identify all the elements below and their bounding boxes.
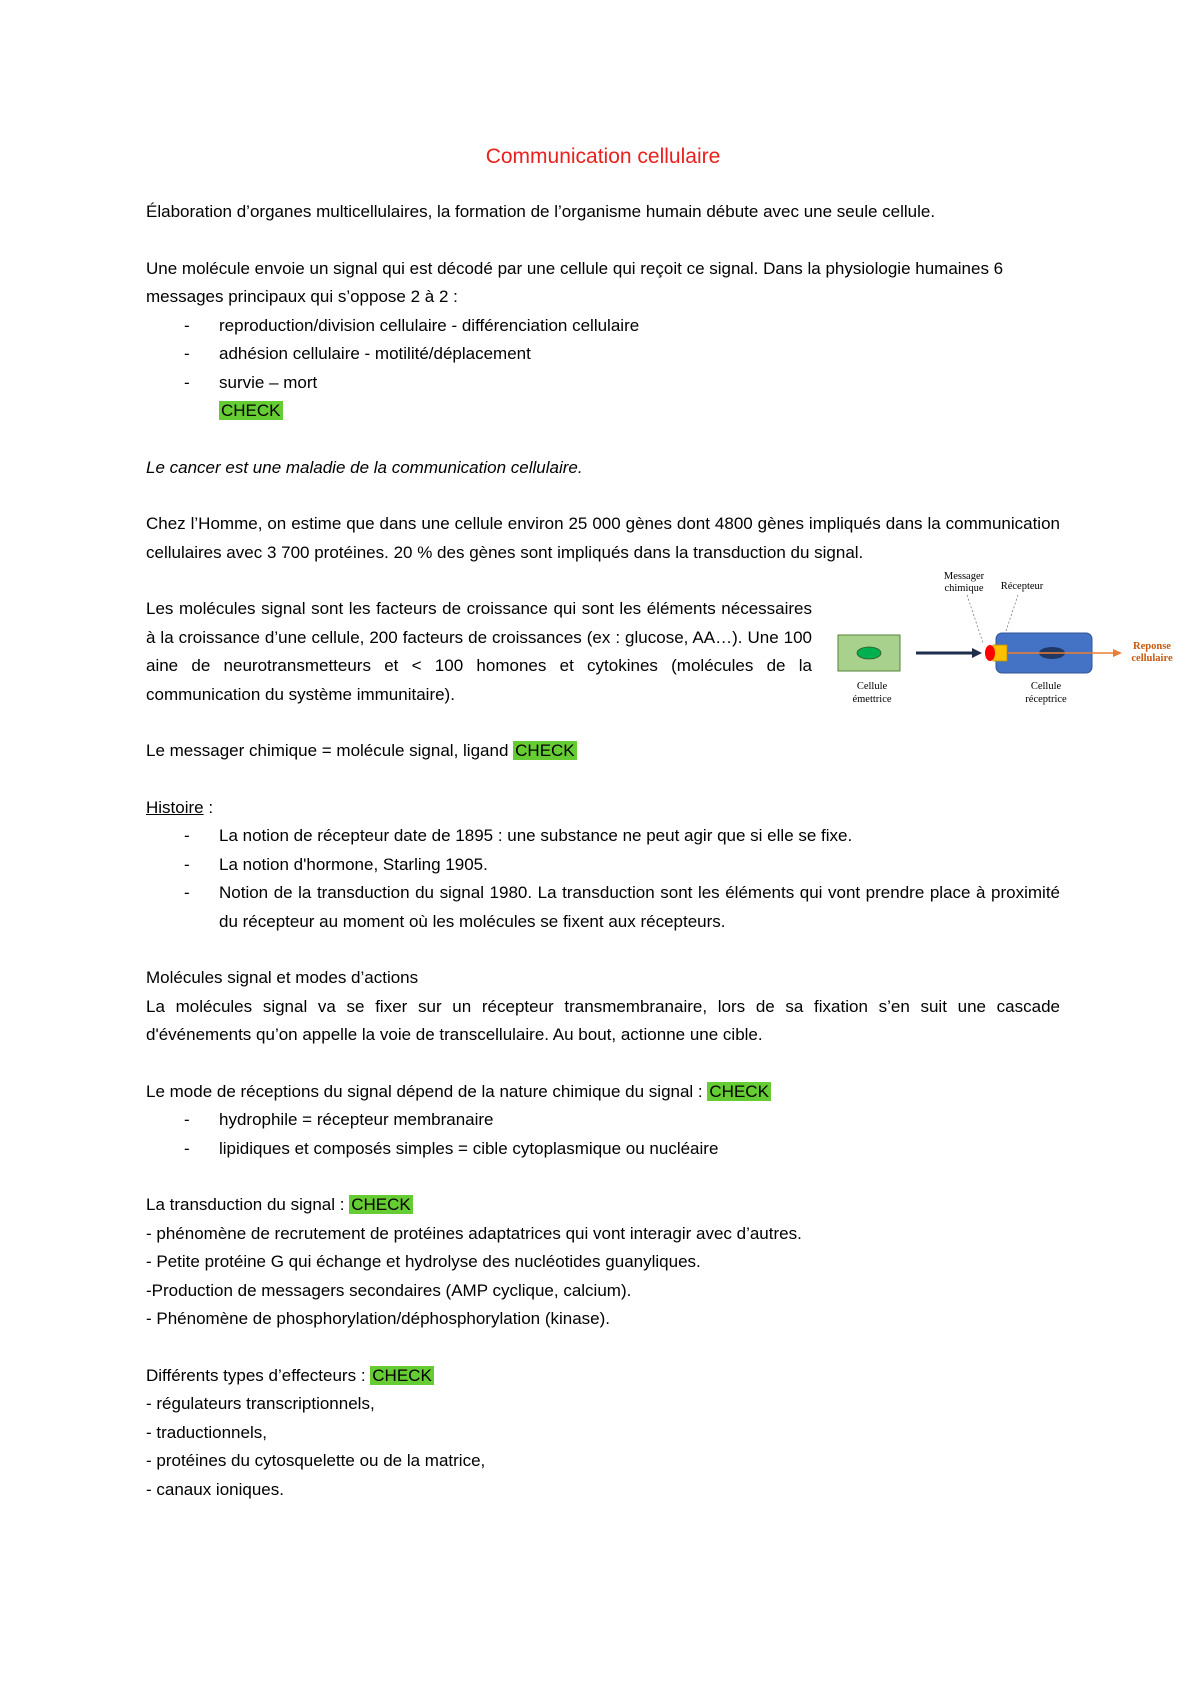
cancer-paragraph: Le cancer est une maladie de la communication cellulaire. — [146, 457, 583, 477]
histoire-heading — [146, 794, 1060, 823]
list-item: - Phénomène de phosphorylation/déphosphorylation (kinase). — [146, 1309, 611, 1328]
list-item: - Petite protéine G qui échange et hydrolyse des nucléotides guanyliques. — [146, 1252, 701, 1271]
list-item: - traductionnels, — [146, 1422, 267, 1442]
receptrice-label-1: Cellule — [1030, 681, 1062, 692]
messages-paragraph: Une molécule envoie un signal qui est décodé par une cellule qui reçoit ce signal. Dans la physiologie humaines 6 messages principaux qui s’oppose 2 à 2 : — [146, 258, 1004, 306]
list-item: - La notion de récepteur date de 1895 : une substance ne peut agir que si elle se fixe. — [146, 822, 1060, 851]
messages-list — [146, 312, 1060, 426]
histoire-label: Histoire — [146, 797, 204, 817]
list-item — [146, 397, 1060, 426]
list-item: - La notion d'hormone, Starling 1905. — [146, 851, 1060, 880]
check-highlight: CHECK — [221, 401, 281, 420]
messager-label: Messager — [943, 571, 985, 582]
reponse-label: Reponse — [1133, 641, 1171, 652]
histoire-list — [146, 822, 1060, 936]
histoire-colon: : — [203, 797, 214, 817]
page-title: Communication cellulaire — [485, 145, 721, 168]
molecules-signal-paragraph: Les molécules signal sont les facteurs de croissance qui sont les éléments nécessaires à la croissance d’une cellule, 200 facteurs de croissances (ex : glucose, AA…). Une 100 aine de neurotransmetteurs et < 100 homones et cytokines (molécules de la communication du système immunitaire). — [146, 599, 812, 704]
transduction-intro — [146, 1191, 1060, 1220]
check-highlight: CHECK — [709, 1081, 769, 1101]
effecteurs-intro-text: Différents types d’effecteurs : — [146, 1365, 366, 1385]
recepteur-pointer — [1004, 595, 1018, 637]
transduction-intro-text: La transduction du signal : — [146, 1195, 345, 1214]
list-item: - hydrophile = récepteur membranaire — [146, 1106, 1060, 1135]
list-item: - protéines du cytosquelette ou de la matrice, — [146, 1451, 486, 1470]
check-highlight: CHECK — [351, 1195, 411, 1214]
reception-intro — [146, 1078, 1060, 1107]
recepteur-label: Récepteur — [1000, 581, 1044, 592]
list-item: - phénomène de recrutement de protéines adaptatrices qui vont interagir avec d’autres. — [146, 1223, 802, 1243]
list-item: -Production de messagers secondaires (AMP cyclique, calcium). — [146, 1280, 632, 1300]
chimique-label: chimique — [944, 583, 984, 594]
transduction-section — [146, 1191, 1060, 1334]
document-content — [146, 140, 1173, 1532]
check-highlight: CHECK — [372, 1365, 432, 1385]
messager-text: Le messager chimique = molécule signal, ligand — [146, 741, 509, 760]
emitter-nucleus — [857, 647, 881, 659]
reception-list — [146, 1106, 1060, 1163]
list-item: - survie – mort — [146, 369, 1060, 398]
check-highlight: CHECK — [515, 741, 575, 760]
intro-paragraph: Élaboration d’organes multicellulaires, la formation de l’organisme humain débute avec une seule cellule. — [146, 202, 936, 221]
list-item: - canaux ioniques. — [146, 1479, 284, 1499]
effecteurs-section — [146, 1362, 1060, 1505]
list-item: - adhésion cellulaire - motilité/déplacement — [146, 340, 1060, 369]
cellulaire-label: cellulaire — [1131, 653, 1173, 664]
receptrice-label-2: réceptrice — [1025, 694, 1067, 705]
receptor-shape — [993, 645, 1007, 661]
cell-communication-figure — [836, 567, 1176, 727]
list-item: - reproduction/division cellulaire - différenciation cellulaire — [146, 312, 1060, 341]
ligand-shape — [985, 645, 995, 661]
signal-arrow-head — [972, 648, 982, 658]
messager-paragraph — [146, 737, 812, 766]
list-item: - lipidiques et composés simples = cible cytoplasmique ou nucléaire — [146, 1135, 1060, 1164]
emettrice-label-2: émettrice — [852, 694, 892, 705]
signal-section — [146, 571, 1173, 766]
effecteurs-intro — [146, 1362, 1060, 1391]
list-item: - régulateurs transcriptionnels, — [146, 1394, 375, 1413]
reception-intro-text: Le mode de réceptions du signal dépend de la nature chimique du signal : — [146, 1081, 703, 1101]
emettrice-label-1: Cellule — [856, 681, 888, 692]
homme-paragraph: Chez l’Homme, on estime que dans une cellule environ 25 000 gènes dont 4800 gènes impliqués dans la communication cellulaires avec 3 700 protéines. 20 % des gènes sont impliqués dans la transduction du signal. — [146, 514, 1060, 562]
cell-diagram-svg — [836, 567, 1176, 727]
messager-pointer — [967, 595, 983, 643]
modes-title: Molécules signal et modes d’actions — [146, 968, 419, 987]
response-arrow-head — [1113, 649, 1122, 657]
list-item: - Notion de la transduction du signal 1980. La transduction sont les éléments qui vont prendre place à proximité du récepteur au moment où les molécules se fixent aux récepteurs. — [146, 879, 1060, 936]
modes-paragraph: La molécules signal va se fixer sur un récepteur transmembranaire, lors de sa fixation s’en suit une cascade d'événements qu’on appelle la voie de transcellulaire. Au bout, actionne une cible. — [146, 996, 1060, 1044]
